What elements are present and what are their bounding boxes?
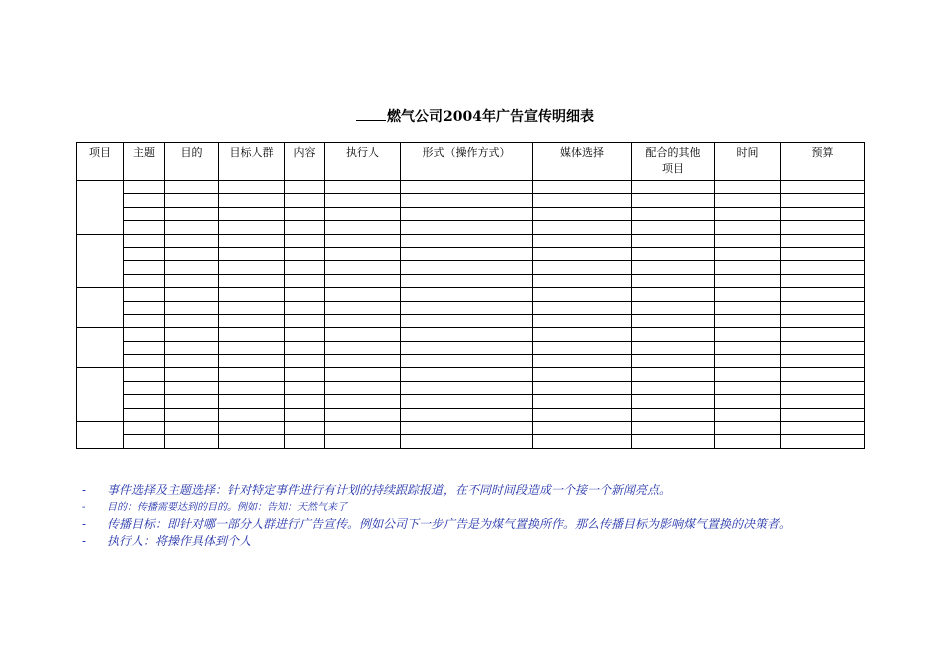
table-cell xyxy=(325,234,401,247)
table-row xyxy=(77,288,865,301)
table-cell xyxy=(165,368,219,381)
table-cell xyxy=(219,381,285,394)
table-cell xyxy=(285,341,325,354)
table-cell xyxy=(401,274,533,287)
header-cell: 目标人群 xyxy=(219,143,285,181)
note-bullet: - xyxy=(82,534,87,548)
table-cell xyxy=(219,435,285,448)
table-cell xyxy=(219,408,285,421)
table-cell xyxy=(781,328,865,341)
table-cell xyxy=(219,181,285,194)
table-row xyxy=(77,234,865,247)
note-text: 事件选择及主题选择：针对特定事件进行有计划的持续跟踪报道，在不同时间段造成一个接一个新闻亮点。 xyxy=(107,483,672,497)
table-cell xyxy=(781,395,865,408)
table-cell xyxy=(401,194,533,207)
table-cell xyxy=(124,355,165,368)
table-cell xyxy=(325,288,401,301)
table-cell xyxy=(325,422,401,435)
table-cell xyxy=(715,301,781,314)
table-cell xyxy=(124,234,165,247)
page-title xyxy=(0,106,950,126)
header-cell: 执行人 xyxy=(325,143,401,181)
table-cell xyxy=(715,261,781,274)
table-cell xyxy=(285,181,325,194)
table-cell xyxy=(124,341,165,354)
table-row xyxy=(77,341,865,354)
table-cell xyxy=(533,435,632,448)
table-cell xyxy=(325,368,401,381)
table-cell xyxy=(165,395,219,408)
table-cell xyxy=(715,355,781,368)
title-blank xyxy=(356,108,386,121)
table-cell xyxy=(285,194,325,207)
notes-list xyxy=(82,482,882,550)
table-cell xyxy=(401,247,533,260)
table-cell xyxy=(401,408,533,421)
note-item xyxy=(82,516,882,533)
header-cell: 形式（操作方式） xyxy=(401,143,533,181)
table-cell xyxy=(124,301,165,314)
table-cell xyxy=(285,328,325,341)
table-cell xyxy=(781,341,865,354)
table-cell xyxy=(533,301,632,314)
table-cell xyxy=(285,381,325,394)
table-cell xyxy=(632,355,715,368)
table-cell xyxy=(124,422,165,435)
table-cell xyxy=(632,435,715,448)
table-row xyxy=(77,368,865,381)
table-cell xyxy=(781,247,865,260)
table-cell xyxy=(632,422,715,435)
table-cell xyxy=(325,207,401,220)
table-cell xyxy=(715,381,781,394)
table-cell xyxy=(285,368,325,381)
note-bullet: - xyxy=(82,502,86,513)
table-cell xyxy=(781,181,865,194)
table-cell xyxy=(285,288,325,301)
table-row xyxy=(77,301,865,314)
table-cell xyxy=(715,247,781,260)
table-cell xyxy=(401,314,533,327)
table-cell xyxy=(165,314,219,327)
table-cell xyxy=(781,435,865,448)
table-cell xyxy=(781,422,865,435)
table-cell xyxy=(325,181,401,194)
table-cell xyxy=(325,274,401,287)
table-cell xyxy=(715,274,781,287)
table-cell xyxy=(632,207,715,220)
table-cell xyxy=(401,207,533,220)
table-cell xyxy=(325,408,401,421)
header-cell: 配合的其他 项目 xyxy=(632,143,715,181)
table-cell xyxy=(632,288,715,301)
table-cell xyxy=(124,247,165,260)
table-row xyxy=(77,181,865,194)
table-cell xyxy=(219,288,285,301)
table-row xyxy=(77,381,865,394)
table-cell xyxy=(124,314,165,327)
table-cell xyxy=(285,422,325,435)
table-cell xyxy=(285,234,325,247)
table-cell xyxy=(219,355,285,368)
table-cell xyxy=(715,408,781,421)
table-cell xyxy=(219,395,285,408)
table-cell xyxy=(715,435,781,448)
table-cell xyxy=(781,194,865,207)
table-cell xyxy=(219,328,285,341)
header-cell: 目的 xyxy=(165,143,219,181)
table-cell xyxy=(533,194,632,207)
table-cell xyxy=(165,301,219,314)
table-cell xyxy=(781,381,865,394)
table-cell xyxy=(165,207,219,220)
table-cell xyxy=(401,355,533,368)
table-cell xyxy=(632,247,715,260)
table-cell xyxy=(715,422,781,435)
table-cell xyxy=(219,221,285,234)
table-cell xyxy=(632,368,715,381)
table-cell xyxy=(219,274,285,287)
table-cell xyxy=(632,395,715,408)
table-cell xyxy=(165,247,219,260)
table-row xyxy=(77,221,865,234)
table-body xyxy=(77,181,865,449)
table-cell xyxy=(533,381,632,394)
table-row xyxy=(77,355,865,368)
table-cell xyxy=(781,288,865,301)
table-cell xyxy=(781,408,865,421)
table-cell xyxy=(781,207,865,220)
table-cell xyxy=(285,435,325,448)
ad-detail-table xyxy=(76,142,865,449)
table-row xyxy=(77,395,865,408)
table-row xyxy=(77,274,865,287)
note-text: 目的：传播需要达到的目的。例如：告知：天然气来了 xyxy=(107,502,347,513)
table-cell xyxy=(632,181,715,194)
table-cell xyxy=(715,194,781,207)
table-cell xyxy=(715,314,781,327)
project-cell xyxy=(77,234,124,288)
table-cell xyxy=(781,274,865,287)
note-item xyxy=(82,482,882,499)
table-cell xyxy=(533,368,632,381)
table-cell xyxy=(533,221,632,234)
table-cell xyxy=(285,395,325,408)
table-cell xyxy=(285,221,325,234)
table-cell xyxy=(219,301,285,314)
table-cell xyxy=(165,234,219,247)
table-cell xyxy=(533,261,632,274)
table-cell xyxy=(401,435,533,448)
table-cell xyxy=(219,314,285,327)
header-cell: 内容 xyxy=(285,143,325,181)
table-cell xyxy=(219,194,285,207)
table-cell xyxy=(632,221,715,234)
project-cell xyxy=(77,288,124,328)
table-cell xyxy=(219,234,285,247)
table-cell xyxy=(715,221,781,234)
table-cell xyxy=(632,341,715,354)
table-cell xyxy=(632,194,715,207)
table-row xyxy=(77,194,865,207)
table-cell xyxy=(165,288,219,301)
table-cell xyxy=(781,221,865,234)
table-cell xyxy=(401,288,533,301)
table-cell xyxy=(165,422,219,435)
table-row xyxy=(77,247,865,260)
table-cell xyxy=(219,422,285,435)
table-cell xyxy=(285,408,325,421)
header-cell: 时间 xyxy=(715,143,781,181)
table-row xyxy=(77,207,865,220)
table-cell xyxy=(781,261,865,274)
table-cell xyxy=(533,395,632,408)
table-cell xyxy=(533,408,632,421)
table-cell xyxy=(781,368,865,381)
table-cell xyxy=(401,234,533,247)
table-cell xyxy=(401,328,533,341)
table-cell xyxy=(285,301,325,314)
table-cell xyxy=(632,381,715,394)
table-cell xyxy=(325,221,401,234)
table-cell xyxy=(401,381,533,394)
table-cell xyxy=(165,381,219,394)
table-cell xyxy=(715,368,781,381)
table-cell xyxy=(165,355,219,368)
table-cell xyxy=(219,247,285,260)
table-cell xyxy=(325,247,401,260)
table-cell xyxy=(401,341,533,354)
note-item xyxy=(82,533,882,550)
table-cell xyxy=(533,288,632,301)
table-cell xyxy=(781,314,865,327)
table-cell xyxy=(165,221,219,234)
table-cell xyxy=(165,274,219,287)
table-row xyxy=(77,328,865,341)
table-cell xyxy=(219,207,285,220)
note-item xyxy=(82,499,882,516)
header-cell: 预算 xyxy=(781,143,865,181)
table-cell xyxy=(124,381,165,394)
table-cell xyxy=(165,328,219,341)
table-cell xyxy=(325,328,401,341)
table-cell xyxy=(124,194,165,207)
table-cell xyxy=(533,207,632,220)
table-cell xyxy=(124,435,165,448)
table-cell xyxy=(632,328,715,341)
table-cell xyxy=(285,207,325,220)
table-cell xyxy=(781,301,865,314)
header-cell: 主题 xyxy=(124,143,165,181)
table-cell xyxy=(325,194,401,207)
note-text: 执行人：将操作具体到个人 xyxy=(107,534,252,548)
table-cell xyxy=(632,301,715,314)
table-cell xyxy=(325,395,401,408)
project-cell xyxy=(77,328,124,368)
table-cell xyxy=(533,355,632,368)
table-cell xyxy=(533,341,632,354)
table-cell xyxy=(715,341,781,354)
table-cell xyxy=(165,261,219,274)
table-cell xyxy=(285,314,325,327)
table-cell xyxy=(715,207,781,220)
table-cell xyxy=(165,194,219,207)
table-cell xyxy=(632,408,715,421)
table-cell xyxy=(124,408,165,421)
table-cell xyxy=(219,368,285,381)
table-cell xyxy=(285,274,325,287)
table-cell xyxy=(632,261,715,274)
table-cell xyxy=(533,247,632,260)
table-cell xyxy=(533,422,632,435)
project-cell xyxy=(77,368,124,422)
table-cell xyxy=(124,207,165,220)
table-cell xyxy=(124,181,165,194)
table-cell xyxy=(325,341,401,354)
table-cell xyxy=(165,341,219,354)
title-text: 燃气公司2004年广告宣传明细表 xyxy=(387,109,594,125)
table-cell xyxy=(533,274,632,287)
table-cell xyxy=(325,261,401,274)
table-cell xyxy=(632,314,715,327)
table-cell xyxy=(124,221,165,234)
table-cell xyxy=(533,181,632,194)
table-cell xyxy=(632,274,715,287)
table-cell xyxy=(124,288,165,301)
note-bullet: - xyxy=(82,517,87,531)
table-cell xyxy=(219,341,285,354)
table-cell xyxy=(533,234,632,247)
table-cell xyxy=(401,181,533,194)
project-cell xyxy=(77,422,124,449)
table-row xyxy=(77,261,865,274)
table-cell xyxy=(401,368,533,381)
header-cell: 项目 xyxy=(77,143,124,181)
table-cell xyxy=(401,422,533,435)
table-cell xyxy=(325,301,401,314)
project-cell xyxy=(77,181,124,235)
table-cell xyxy=(285,247,325,260)
table-cell xyxy=(124,261,165,274)
table-cell xyxy=(325,355,401,368)
note-text: 传播目标：即针对哪一部分人群进行广告宣传。例如公司下一步广告是为煤气置换所作。那么传播目标为影响煤气置换的决策者。 xyxy=(107,517,792,531)
table-cell xyxy=(325,381,401,394)
table-cell xyxy=(715,328,781,341)
table-cell xyxy=(781,355,865,368)
table-cell xyxy=(219,261,285,274)
table-cell xyxy=(124,395,165,408)
table-cell xyxy=(533,314,632,327)
table-cell xyxy=(325,435,401,448)
header-cell: 媒体选择 xyxy=(533,143,632,181)
table-cell xyxy=(401,261,533,274)
table-cell xyxy=(401,395,533,408)
table-cell xyxy=(715,181,781,194)
table-cell xyxy=(632,234,715,247)
header-row xyxy=(77,143,865,181)
table-cell xyxy=(124,328,165,341)
table-row xyxy=(77,435,865,448)
table-cell xyxy=(715,288,781,301)
table-cell xyxy=(165,408,219,421)
table-cell xyxy=(781,234,865,247)
table-cell xyxy=(401,221,533,234)
table-cell xyxy=(533,328,632,341)
table-cell xyxy=(715,395,781,408)
table-cell xyxy=(124,274,165,287)
table-row xyxy=(77,422,865,435)
table-cell xyxy=(165,181,219,194)
table-cell xyxy=(715,234,781,247)
table-cell xyxy=(165,435,219,448)
table-cell xyxy=(401,301,533,314)
table-cell xyxy=(285,261,325,274)
table-row xyxy=(77,408,865,421)
note-bullet: - xyxy=(82,483,87,497)
table-cell xyxy=(325,314,401,327)
table-cell xyxy=(124,368,165,381)
table-cell xyxy=(285,355,325,368)
table-row xyxy=(77,314,865,327)
